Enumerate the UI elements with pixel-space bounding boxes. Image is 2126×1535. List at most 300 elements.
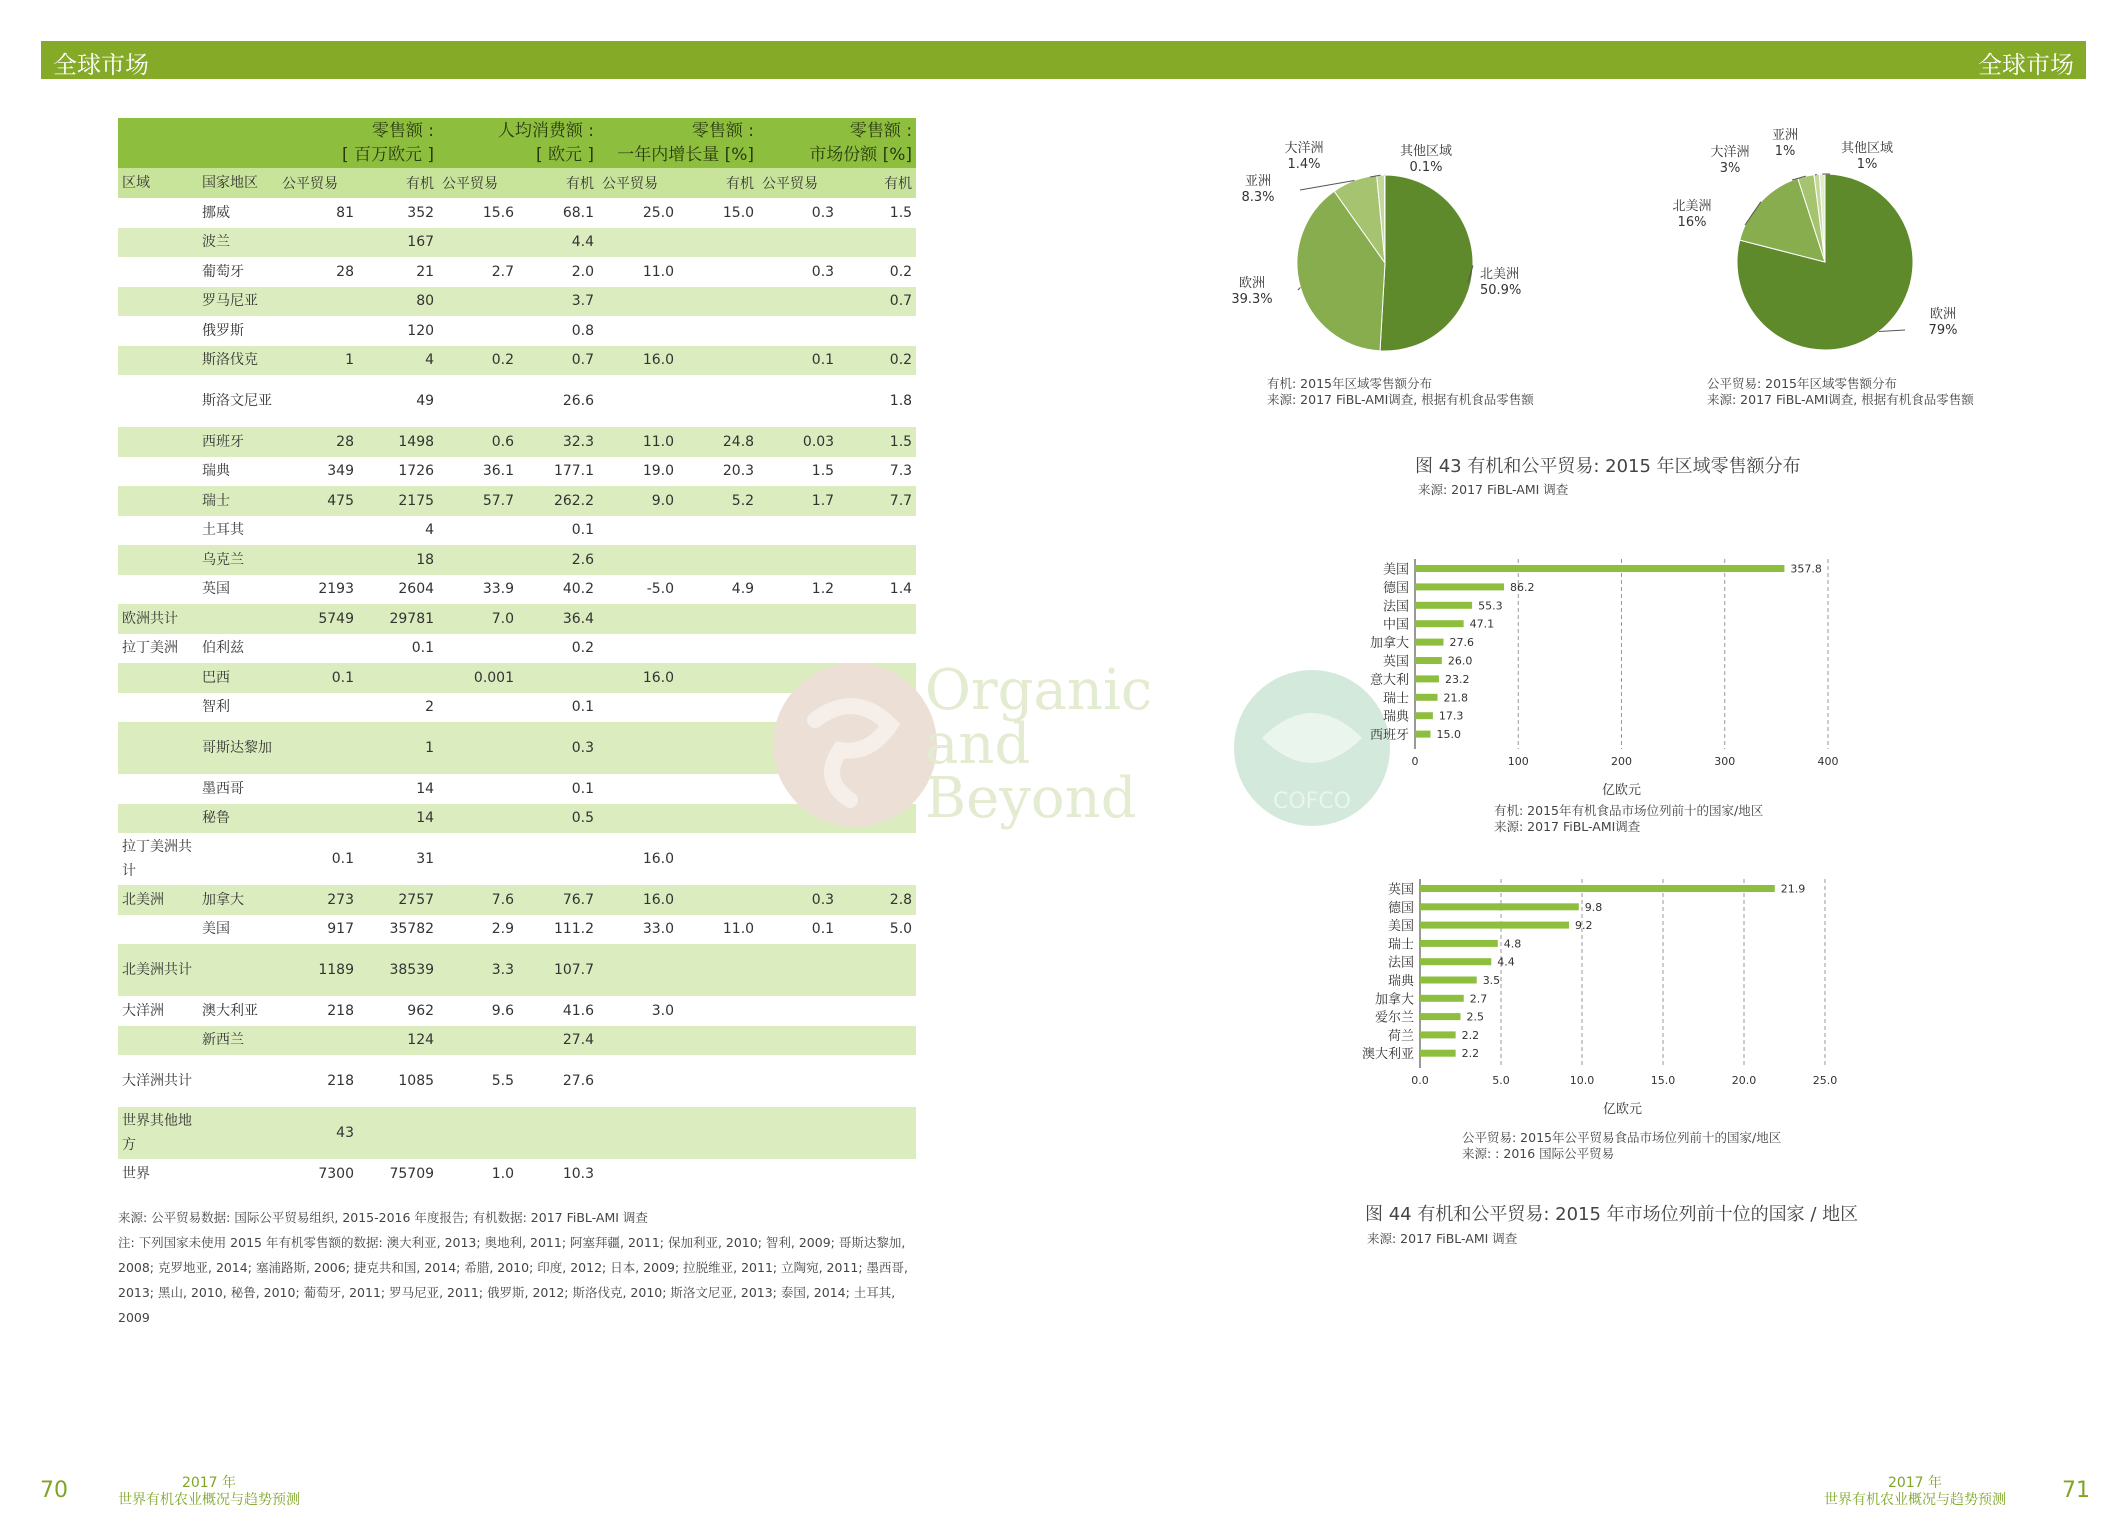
value-cell [758,545,838,575]
value-cell: 16.0 [598,663,678,693]
bar1-caption [1494,803,1763,835]
value-cell: 2757 [358,885,438,915]
value-cell: 0.1 [811,921,835,938]
header-title-right: 全球市场 [1978,51,2074,79]
pie-label: 北美洲 [1672,199,1712,214]
value-cell [278,1026,358,1056]
value-cell [438,833,518,885]
value-cell: 14 [358,804,438,834]
bar [1415,602,1472,609]
watermark-line-2: and [925,712,1031,777]
category-label: 中国 [1382,617,1409,633]
pie-leader-line [1298,287,1300,290]
value-cell: 16.0 [598,885,678,915]
country-cell: 新西兰 [198,1026,278,1056]
pie-value-label: 3% [1719,161,1741,176]
country-cell: 澳大利亚 [202,1002,258,1019]
value-cell [598,804,678,834]
value-cell [838,1026,916,1056]
value-cell: 33.9 [482,581,515,598]
value-cell: 41.6 [562,1002,595,1019]
value-cell: 475 [278,486,358,516]
pie-value-label: 1% [1856,157,1878,172]
value-label: 23.2 [1444,672,1470,686]
value-label: 55.3 [1478,599,1503,613]
value-cell [678,885,758,915]
value-cell: 0.1 [571,699,595,716]
value-cell [358,1107,438,1159]
category-label: 德国 [1387,900,1414,916]
bar [1420,903,1579,910]
value-label: 9.8 [1584,900,1603,914]
pie2-caption-line1: 公平贸易: 2015年区域零售额分布 [1707,376,1897,391]
bar [1420,922,1569,929]
region-cell: 世界其他地方 [118,1107,198,1159]
value-cell [438,545,518,575]
x-tick-label: 0 [1411,755,1419,768]
value-cell: 16.0 [642,851,675,867]
value-cell: 32.3 [518,427,598,457]
pie-value-label: 1.4% [1287,157,1321,172]
retail-sales-table [118,118,916,1189]
table-row [118,486,916,516]
footer-left [118,1475,300,1509]
value-cell: 2175 [358,486,438,516]
table-row [118,1107,916,1159]
table-row [118,427,916,457]
value-cell: 962 [407,1002,435,1019]
bar [1420,995,1464,1002]
value-cell: 0.2 [438,346,518,376]
bar [1415,639,1443,646]
pie-label: 欧洲 [1929,307,1957,322]
value-cell [678,316,758,346]
value-label: 27.6 [1449,636,1474,650]
category-label: 荷兰 [1387,1028,1414,1044]
country-cell: 美国 [202,921,230,938]
pie-label: 大洋洲 [1710,145,1750,160]
x-tick-label: 300 [1714,755,1736,768]
value-cell: 40.2 [562,581,595,598]
table-column-header-row [118,168,916,198]
value-cell: 7.7 [838,486,916,516]
pie-leader-line [1879,330,1905,332]
value-cell [438,634,518,664]
table-column-header: 有机 [678,168,758,198]
value-cell: 0.2 [889,263,913,280]
table-column-header: 区域 [118,168,198,198]
region-cell [118,774,198,804]
value-cell: 0.2 [838,346,916,376]
bar1-caption-line1: 有机: 2015年有机食品市场位列前十的国家/地区 [1494,803,1764,818]
country-cell: 西班牙 [198,427,278,457]
country-cell: 英国 [202,581,230,598]
value-cell: 0.1 [571,780,595,797]
value-cell [438,722,518,774]
bar-chart-organic-top10 [1340,555,1860,798]
value-cell: 1.5 [838,427,916,457]
region-cell [118,516,198,546]
region-cell [118,1026,198,1056]
table-column-header: 有机 [518,168,598,198]
value-cell [438,774,518,804]
value-cell: 2.0 [571,263,595,280]
region-cell [118,457,198,487]
value-cell [598,634,678,664]
group-header-line1: 人均消费额 : [497,121,595,141]
value-cell: 0.1 [331,851,354,867]
value-cell [438,228,518,258]
bar [1415,620,1464,627]
value-cell [438,287,518,317]
value-cell: 273 [278,885,358,915]
pie-label: 北美洲 [1480,267,1520,282]
value-cell: 5.2 [678,486,758,516]
value-cell [278,316,358,346]
value-cell [598,228,678,258]
value-cell: 33.0 [642,921,675,938]
value-cell: 16.0 [598,346,678,376]
table-group-header [598,118,758,168]
value-cell [678,833,758,885]
value-cell: 1498 [358,427,438,457]
bar [1420,1031,1456,1038]
value-cell [758,228,838,258]
pie1-caption-line2: 来源: 2017 FiBL-AMI调查, 根据有机食品零售额 [1267,392,1534,407]
value-cell [678,663,758,693]
value-cell [598,774,678,804]
country-cell: 葡萄牙 [202,263,244,280]
table-row [118,516,916,546]
value-cell: 29781 [358,604,438,634]
x-tick-label: 15.0 [1650,1074,1676,1087]
value-cell: 352 [407,204,435,221]
value-cell: 14 [416,780,435,797]
table-column-header: 国家地区 [198,168,278,198]
value-cell [678,634,758,664]
value-cell: 1.5 [889,204,913,221]
bar [1420,977,1477,984]
category-label: 法国 [1382,599,1409,615]
table-row [118,575,916,605]
pie-label: 其他区域 [1840,141,1894,156]
table-group-header [758,118,916,168]
value-cell: 124 [358,1026,438,1056]
bar1-caption-line2: 来源: 2017 FiBL-AMI调查 [1494,819,1641,834]
value-cell: 3.7 [518,287,598,317]
value-cell [518,1107,598,1159]
table-row [118,944,916,996]
value-label: 4.4 [1497,955,1515,969]
value-cell: 9.0 [598,486,678,516]
table-row [118,915,916,945]
value-cell [678,996,758,1026]
pie-value-label: 79% [1928,323,1958,338]
table-row [118,287,916,317]
group-header-line2: [ 百万欧元 ] [341,145,435,165]
category-label: 德国 [1382,580,1409,596]
country-cell: 瑞典 [202,463,230,480]
region-cell [118,228,198,258]
value-cell [758,1026,838,1056]
value-cell [678,693,758,723]
x-tick-label: 10.0 [1569,1074,1595,1087]
value-cell: 57.7 [438,486,518,516]
table-row [118,833,916,885]
value-label: 2.2 [1461,1028,1480,1042]
value-cell: 0.1 [758,346,838,376]
bar [1415,565,1784,572]
value-cell [838,1055,916,1107]
pie-slice [1380,175,1473,351]
value-cell: 0.6 [438,427,518,457]
country-cell: 斯洛伐克 [198,346,278,376]
table-row [118,885,916,915]
value-cell: 0.2 [571,640,595,657]
value-cell: 1 [278,346,358,376]
table-column-header: 有机 [838,168,916,198]
value-cell: 107.7 [518,944,598,996]
value-cell: 76.7 [518,885,598,915]
value-cell: 36.4 [518,604,598,634]
table-source: 来源: 公平贸易数据: 国际公平贸易组织, 2015-2016 年度报告; 有机数据: 2017 FiBL-AMI 调查 [118,1210,648,1225]
value-cell: 7300 [318,1165,354,1182]
value-cell [598,545,678,575]
value-cell: 2.6 [518,545,598,575]
table-header-empty [118,118,278,168]
bar [1415,712,1433,719]
value-label: 86.2 [1510,580,1535,594]
value-cell [838,1159,916,1189]
table-row [118,604,916,634]
value-cell: 80 [358,287,438,317]
value-cell: 0.7 [518,346,598,376]
value-label: 2.5 [1466,1010,1484,1024]
region-cell: 世界 [122,1165,150,1182]
value-cell: 28 [336,263,354,280]
country-cell: 巴西 [198,663,278,693]
region-cell [118,198,198,228]
bar [1420,1050,1456,1057]
value-cell [598,287,678,317]
value-cell: 0.3 [811,204,835,221]
value-cell: 2 [425,699,435,716]
value-cell: 28 [278,427,358,457]
category-label: 西班牙 [1369,728,1409,744]
value-cell [758,1107,838,1159]
region-cell [118,663,198,693]
x-tick-label: 20.0 [1731,1074,1757,1087]
value-label: 15.0 [1436,728,1461,742]
value-cell [758,634,838,664]
value-cell [758,287,838,317]
value-cell [758,604,838,634]
value-cell [278,722,358,774]
header-title-left: 全球市场 [53,51,149,79]
value-cell: 1.7 [758,486,838,516]
region-cell [118,575,198,605]
country-cell: 瑞士 [198,486,278,516]
value-cell: 10.3 [562,1165,595,1182]
value-cell [838,634,916,664]
value-cell: 27.4 [518,1026,598,1056]
value-cell: 120 [407,322,435,339]
value-cell: 24.8 [678,427,758,457]
value-cell [598,1159,678,1189]
page-number-right: 71 [2062,1478,2090,1503]
table-column-header: 公平贸易 [598,168,678,198]
value-cell: 19.0 [642,463,675,480]
value-cell [678,257,758,287]
value-label: 17.3 [1438,709,1464,723]
value-cell: 21 [416,263,435,280]
region-cell [118,722,198,774]
value-cell [278,228,358,258]
table-row [118,634,916,664]
value-cell: 1.0 [491,1165,515,1182]
value-cell: 2.9 [491,921,515,938]
value-cell: 0.001 [438,663,518,693]
value-cell: 75709 [389,1165,435,1182]
value-cell [518,663,598,693]
value-cell [438,804,518,834]
value-cell [678,944,758,996]
value-label: 21.8 [1443,691,1469,705]
value-cell: 3.3 [438,944,518,996]
table-column-header: 公平贸易 [438,168,518,198]
value-cell [678,516,758,546]
value-cell: 4 [425,522,435,539]
footer-left-title: 世界有机农业概况与趋势预测 [118,1492,300,1508]
table-row [118,1159,916,1189]
country-cell: 俄罗斯 [202,322,244,339]
region-cell [118,257,198,287]
value-cell: 262.2 [518,486,598,516]
value-cell [678,228,758,258]
value-cell: 7.6 [438,885,518,915]
pie-label: 其他区域 [1399,144,1453,159]
value-cell: 20.3 [722,463,755,480]
pie-value-label: 8.3% [1241,190,1275,205]
value-cell: 11.0 [722,921,755,938]
pie-slice [1384,175,1385,263]
value-cell: 177.1 [553,463,595,480]
value-cell: 1189 [278,944,358,996]
watermark-text [925,658,1153,831]
value-cell [278,545,358,575]
value-cell: 0.5 [518,804,598,834]
value-cell: 0.8 [571,322,595,339]
value-cell [278,774,358,804]
table-row [118,198,916,228]
value-cell [838,833,916,885]
value-cell [758,944,838,996]
group-header-line1: 零售额 : [691,121,755,141]
value-cell: 3.0 [651,1002,675,1019]
group-header-line2: 一年内增长量 [%] [617,145,755,165]
region-cell: 大洋洲 [122,1002,164,1019]
bar2-caption [1462,1130,1781,1162]
value-cell [838,516,916,546]
pie-value-label: 1% [1774,144,1796,159]
fig44-title: 图 44 有机和公平贸易: 2015 年市场位列前十位的国家 / 地区 [1365,1204,1859,1225]
bar2-caption-line2: 来源: : 2016 国际公平贸易 [1462,1146,1615,1161]
value-cell [278,287,358,317]
value-cell [678,1107,758,1159]
country-cell: 加拿大 [198,885,278,915]
value-cell [598,604,678,634]
value-cell [598,375,678,427]
category-label: 加拿大 [1369,636,1409,652]
value-cell: 7.3 [889,463,913,480]
table-column-header: 有机 [358,168,438,198]
country-cell: 智利 [202,699,230,716]
value-cell [678,287,758,317]
value-cell [758,1055,838,1107]
value-cell [838,944,916,996]
watermark-line-3: Beyond [925,766,1137,831]
value-cell [838,316,916,346]
value-cell: 15.6 [482,204,515,221]
value-cell: 1.8 [889,393,913,409]
footer-left-year: 2017 年 [181,1475,237,1491]
value-cell [598,944,678,996]
table-row [118,457,916,487]
pie-value-label: 50.9% [1480,283,1522,298]
value-cell [438,316,518,346]
value-cell [678,375,758,427]
bar [1415,675,1439,682]
value-cell: 81 [336,204,354,221]
footer-right [1824,1475,2006,1509]
value-cell [838,228,916,258]
category-label: 瑞士 [1382,691,1409,707]
value-cell [838,1107,916,1159]
category-label: 英国 [1387,882,1414,898]
value-cell [678,1026,758,1056]
value-cell: 36.1 [482,463,515,480]
value-cell: 111.2 [553,921,595,938]
value-cell [678,604,758,634]
pie-label: 亚洲 [1244,174,1272,189]
group-header-line1: 零售额 : [849,121,913,141]
value-cell [758,1159,838,1189]
value-cell [438,1107,518,1159]
value-cell [598,1107,678,1159]
value-cell: 2604 [398,581,435,598]
table-row [118,1055,916,1107]
x-tick-label: 200 [1611,755,1632,768]
pie2-caption-line2: 来源: 2017 FiBL-AMI调查, 根据有机食品零售额 [1707,392,1974,407]
value-cell [598,693,678,723]
country-cell [198,1159,278,1189]
value-cell [838,996,916,1026]
table-column-header: 公平贸易 [278,168,358,198]
region-cell [118,427,198,457]
region-cell [118,375,198,427]
value-label: 2.7 [1469,992,1488,1006]
value-cell [758,375,838,427]
value-label: 3.5 [1482,974,1501,987]
table-group-header [278,118,438,168]
value-cell: 0.3 [758,885,838,915]
value-cell [758,996,838,1026]
fig43-source: 来源: 2017 FiBL-AMI 调查 [1418,482,1569,497]
value-label: 9.2 [1575,919,1593,933]
region-cell [118,346,198,376]
category-label: 英国 [1382,654,1409,670]
table-source-note [118,1205,918,1330]
